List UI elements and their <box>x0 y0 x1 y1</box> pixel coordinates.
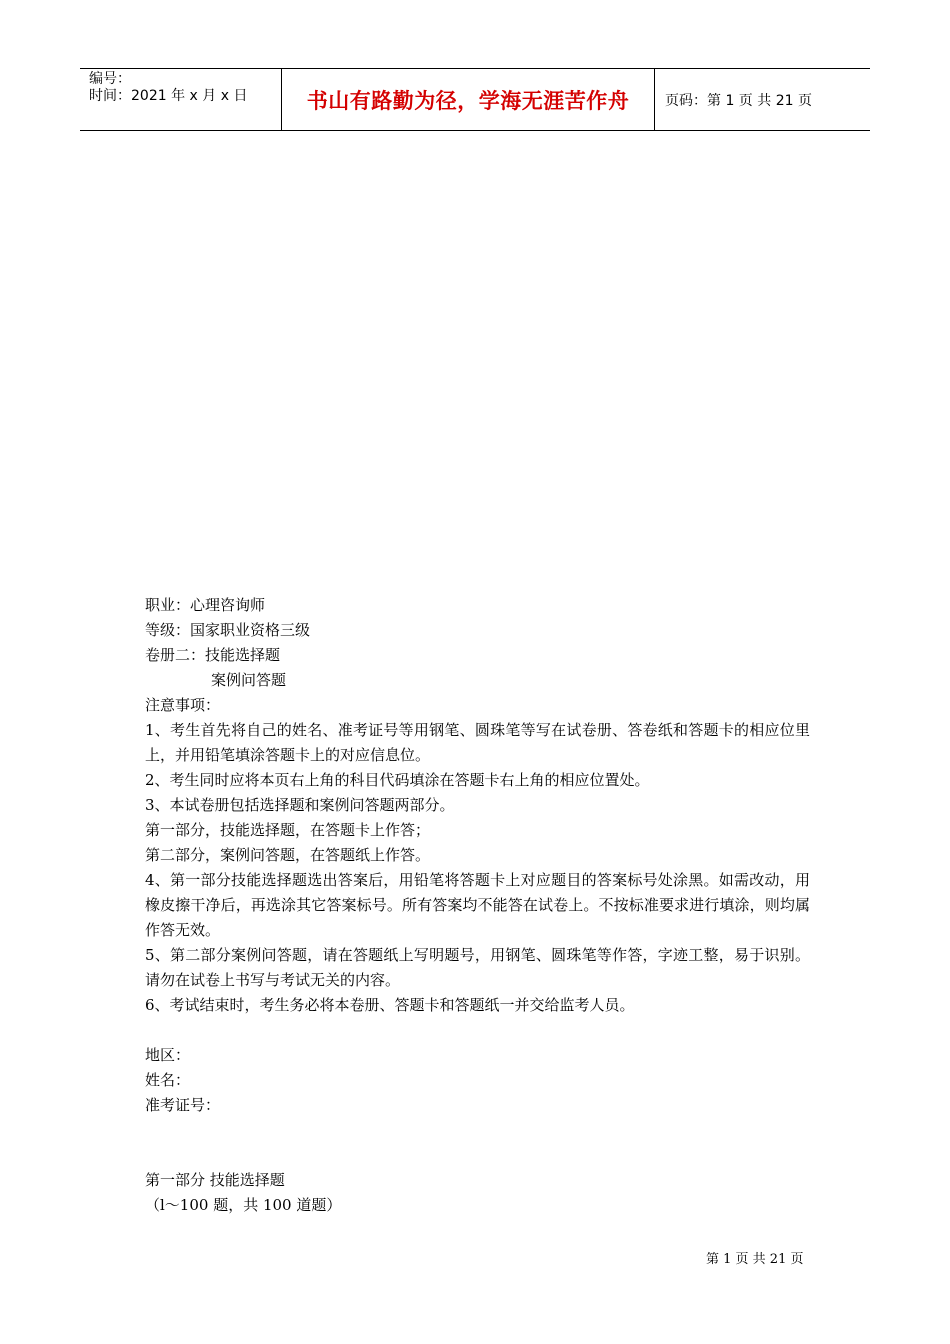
header-motto: 书山有路勤为径，学海无涯苦作舟 <box>306 88 630 113</box>
header-page-number: 页码：第 1 页 共 21 页 <box>665 92 812 109</box>
notice-item-1: 1、考生首先将自己的姓名、准考证号等用钢笔、圆珠笔等写在试卷册、答卷纸和答题卡的相应位里上，并用铅笔填涂答题卡上的对应信息位。 <box>145 721 810 764</box>
section-range: （l～100 题，共 100 道题） <box>145 1196 342 1214</box>
notice-item-4: 4、第一部分技能选择题选出答案后，用铅笔将答题卡上对应题目的答案标号处涂黑。如需改动，用橡皮擦干净后，再选涂其它答案标号。所有答案均不能答在试卷上。不按标准要求进行填涂，则均属作答无效。 <box>145 871 810 939</box>
header-divider <box>654 69 655 130</box>
notice-item-3: 3、本试卷册包括选择题和案例问答题两部分。 <box>145 796 455 814</box>
header-meta <box>89 71 279 105</box>
spacer <box>145 1018 810 1043</box>
volume-sub-line: 案例问答题 <box>211 671 287 689</box>
part2-instruction: 第二部分，案例问答题，在答题纸上作答。 <box>145 846 431 864</box>
name-field: 姓名： <box>145 1071 191 1089</box>
document-body <box>145 593 810 1218</box>
notice-item-5: 5、第二部分案例问答题，请在答题纸上写明题号，用钢笔、圆珠笔等作答，字迹工整，易于识别。请勿在试卷上书写与考试无关的内容。 <box>145 946 810 989</box>
notice-item-6: 6、考试结束时，考生务必将本卷册、答题卡和答题纸一并交给监考人员。 <box>145 996 635 1014</box>
number-label: 编号： <box>89 71 131 87</box>
page-footer: 第 1 页 共 21 页 <box>706 1252 804 1267</box>
ticket-number-field: 准考证号： <box>145 1096 221 1114</box>
section-title: 第一部分 技能选择题 <box>145 1171 285 1189</box>
level-line: 等级：国家职业资格三级 <box>145 621 311 639</box>
page-header <box>80 68 870 131</box>
notice-title: 注意事项： <box>145 696 221 714</box>
part1-instruction: 第一部分，技能选择题，在答题卡上作答； <box>145 821 431 839</box>
spacer <box>145 1118 810 1168</box>
occupation-line: 职业：心理咨询师 <box>145 596 266 614</box>
volume-line: 卷册二：技能选择题 <box>145 646 281 664</box>
region-field: 地区： <box>145 1046 191 1064</box>
notice-item-2: 2、考生同时应将本页右上角的科目代码填涂在答题卡右上角的相应位置处。 <box>145 771 650 789</box>
time-label: 时间：2021 年 x 月 x 日 <box>89 88 248 104</box>
